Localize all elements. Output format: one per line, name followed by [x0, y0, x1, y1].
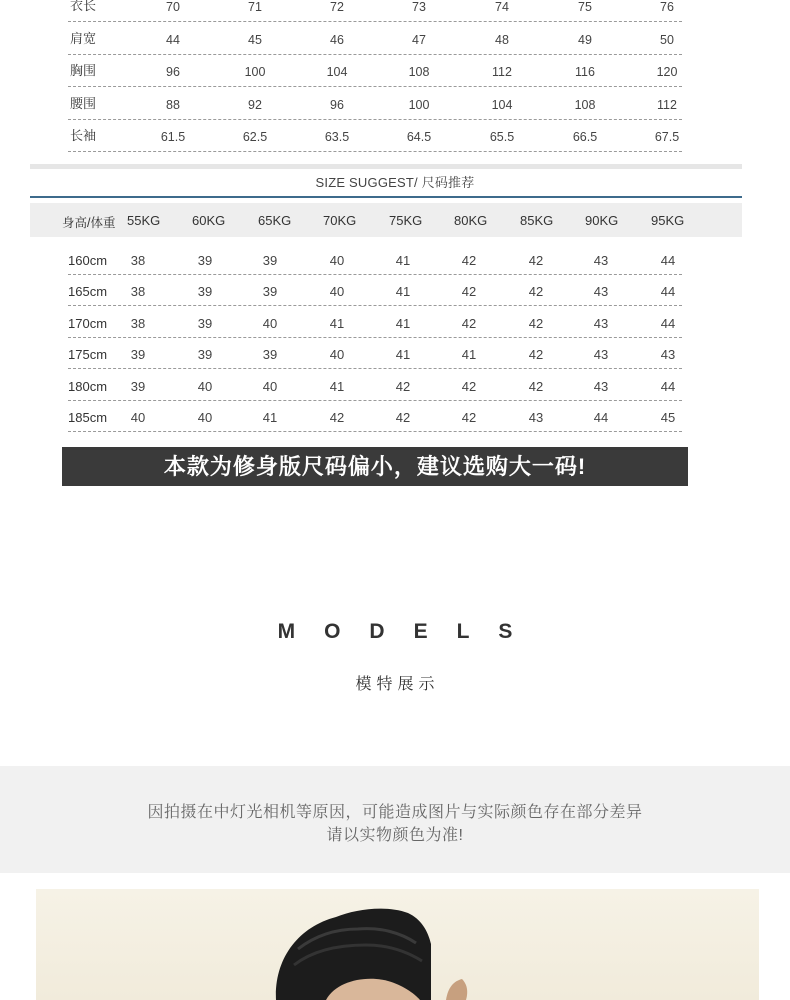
size-cell: 42: [528, 315, 544, 331]
size-row: [68, 306, 682, 338]
size-cell: 38: [130, 284, 146, 299]
measurement-cell: 100: [244, 65, 266, 79]
model-photo: [36, 889, 759, 1000]
measurement-cell: 108: [574, 97, 596, 112]
size-row: [68, 401, 682, 433]
weight-header: 55KG: [127, 213, 161, 228]
measurement-cell: 108: [408, 65, 430, 79]
weight-header: 80KG: [454, 213, 488, 228]
weight-header: 85KG: [520, 213, 554, 228]
size-cell: 38: [130, 252, 146, 268]
size-cell: 39: [197, 347, 213, 362]
measurement-cell: 45: [248, 32, 262, 47]
size-cell: 42: [329, 410, 345, 425]
size-cell: 41: [329, 315, 345, 331]
size-cell: 39: [262, 347, 278, 362]
measurement-cell: 65.5: [489, 130, 515, 144]
section-divider-blue: [30, 196, 742, 198]
weight-header: 75KG: [389, 213, 423, 228]
measurement-label: 肩宽: [70, 30, 97, 46]
height-label: 170cm: [68, 315, 108, 331]
size-cell: 43: [660, 347, 676, 362]
size-cell: 42: [461, 410, 477, 425]
section-divider: [30, 164, 742, 169]
measurement-cell: 71: [248, 0, 262, 14]
size-cell: 44: [660, 252, 676, 268]
size-cell: 40: [197, 410, 213, 425]
measurement-cell: 64.5: [406, 130, 432, 144]
size-cell: 39: [262, 284, 278, 299]
measurement-cell: 72: [330, 0, 344, 14]
size-cell: 44: [660, 284, 676, 299]
measurement-cell: 104: [491, 97, 513, 112]
size-cell: 42: [528, 378, 544, 394]
size-cell: 42: [395, 378, 411, 394]
measurement-cell: 46: [330, 32, 344, 47]
size-cell: 40: [329, 284, 345, 299]
size-cell: 41: [395, 347, 411, 362]
measurement-cell: 120: [656, 65, 678, 79]
measurement-cell: 63.5: [324, 130, 350, 144]
measurement-label: 长袖: [70, 128, 97, 143]
size-cell: 40: [329, 252, 345, 268]
size-row: [68, 338, 682, 370]
size-cell: 42: [528, 252, 544, 268]
measurement-cell: 92: [248, 97, 262, 112]
height-label: 185cm: [68, 410, 108, 425]
size-cell: 44: [660, 315, 676, 331]
size-cell: 39: [262, 252, 278, 268]
measurement-cell: 112: [492, 65, 512, 79]
disclaimer-line: 因拍摄在中灯光相机等原因，可能造成图片与实际颜色存在部分差异: [147, 804, 643, 821]
size-cell: 42: [461, 252, 477, 268]
size-suggest-table: [68, 243, 682, 432]
models-title-en: MODELS: [277, 620, 542, 643]
measurement-cell: 75: [578, 0, 592, 14]
measurement-row: [68, 22, 682, 55]
measurement-cell: 73: [412, 0, 426, 14]
measurement-label: 胸围: [70, 63, 97, 78]
size-cell: 42: [395, 410, 411, 425]
color-disclaimer: [0, 766, 790, 873]
height-label: 165cm: [68, 284, 108, 299]
disclaimer-line: 请以实物颜色为准!: [326, 827, 464, 844]
size-cell: 40: [329, 347, 345, 362]
measurement-cell: 112: [657, 97, 677, 112]
size-cell: 38: [130, 315, 146, 331]
measurement-cell: 48: [495, 32, 509, 47]
size-cell: 42: [528, 284, 544, 299]
measurement-table: [68, 0, 682, 152]
measurement-cell: 50: [660, 32, 674, 47]
height-label: 180cm: [68, 378, 108, 394]
measurement-cell: 61.5: [160, 130, 186, 144]
size-cell: 43: [593, 378, 609, 394]
height-label: 160cm: [68, 252, 108, 268]
weight-header: 95KG: [651, 213, 685, 228]
size-cell: 39: [197, 315, 213, 331]
size-cell: 45: [660, 410, 676, 425]
size-cell: 42: [461, 284, 477, 299]
size-cell: 41: [329, 378, 345, 394]
size-cell: 39: [197, 252, 213, 268]
size-row: [68, 243, 682, 275]
measurement-row: [68, 0, 682, 22]
size-cell: 44: [593, 410, 609, 425]
size-cell: 44: [660, 378, 676, 394]
size-cell: 41: [461, 347, 477, 362]
measurement-cell: 44: [166, 32, 180, 47]
measurement-label: 衣长: [70, 0, 97, 13]
size-cell: 40: [262, 315, 278, 331]
size-cell: 42: [528, 347, 544, 362]
height-label: 175cm: [68, 347, 108, 362]
measurement-cell: 96: [330, 97, 344, 112]
size-cell: 42: [461, 315, 477, 331]
size-cell: 43: [593, 315, 609, 331]
height-weight-label: 身高/体重: [62, 216, 116, 230]
size-row: [68, 369, 682, 401]
measurement-cell: 47: [412, 32, 426, 47]
measurement-row: [68, 55, 682, 88]
measurement-cell: 49: [578, 32, 592, 47]
measurement-cell: 74: [495, 0, 509, 14]
measurement-cell: 66.5: [572, 130, 598, 144]
measurement-row: [68, 87, 682, 120]
size-cell: 39: [130, 378, 146, 394]
weight-header: 60KG: [192, 213, 226, 228]
measurement-cell: 76: [660, 0, 674, 14]
size-cell: 43: [593, 284, 609, 299]
measurement-cell: 62.5: [242, 130, 268, 144]
size-suggest-header: [30, 203, 742, 237]
size-cell: 41: [395, 315, 411, 331]
measurement-cell: 104: [326, 65, 348, 79]
measurement-cell: 116: [575, 65, 595, 79]
weight-header: 90KG: [585, 213, 619, 228]
weight-header: 65KG: [258, 213, 292, 228]
measurement-cell: 70: [166, 0, 180, 14]
size-cell: 41: [262, 410, 278, 425]
size-cell: 39: [197, 284, 213, 299]
size-cell: 40: [197, 378, 213, 394]
size-cell: 40: [262, 378, 278, 394]
measurement-cell: 96: [166, 65, 180, 79]
size-cell: 41: [395, 284, 411, 299]
measurement-row: [68, 120, 682, 153]
models-title-cn: 模特展示: [355, 676, 440, 693]
size-cell: 43: [528, 410, 544, 425]
fit-notice-banner: 本款为修身版尺码偏小，建议选购大一码!: [62, 447, 688, 486]
size-cell: 43: [593, 347, 609, 362]
size-cell: 41: [395, 252, 411, 268]
weight-header: 70KG: [323, 213, 357, 228]
size-cell: 42: [461, 378, 477, 394]
measurement-cell: 100: [408, 97, 430, 112]
measurement-label: 腰围: [70, 95, 97, 111]
measurement-cell: 67.5: [654, 130, 680, 144]
size-cell: 39: [130, 347, 146, 362]
size-cell: 40: [130, 410, 146, 425]
model-hair-illustration: [36, 889, 759, 1000]
measurement-cell: 88: [166, 97, 180, 112]
size-row: [68, 275, 682, 307]
size-cell: 43: [593, 252, 609, 268]
size-suggest-title: SIZE SUGGEST/ 尺码推荐: [315, 175, 475, 190]
